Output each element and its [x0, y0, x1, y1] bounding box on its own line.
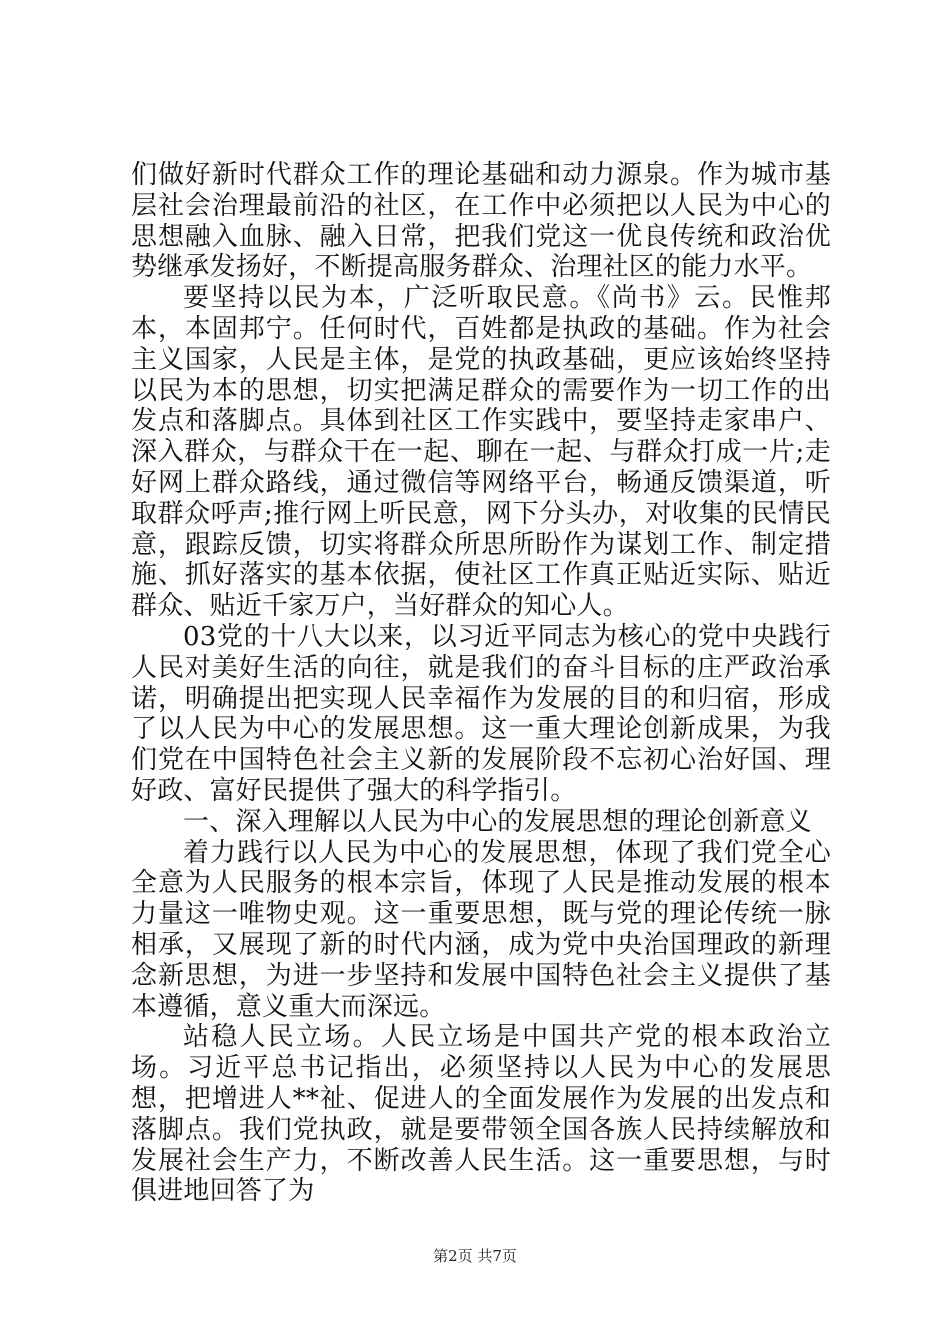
paragraph-practice: 着力践行以人民为中心的发展思想，体现了我们党全心全意为人民服务的根本宗旨，体现了人民是推动发展的根本力量这一唯物史观。这一重要思想，既与党的理论传统一脉相承，又展现了新的时代内涵，成为党中央治国理政的新理念新思想，为进一步坚持和发展中国特色社会主义提供了基本遵循，意义重大而深远。	[131, 837, 831, 1022]
page-footer: 第2页 共7页	[433, 1247, 517, 1265]
paragraph-people-stance: 站稳人民立场。人民立场是中国共产党的根本政治立场。习近平总书记指出，必须坚持以人民为中心的发展思想，把增进人**祉、促进人的全面发展作为发展的出发点和落脚点。我们党执政，就是要带领全国各族人民持续解放和发展社会生产力，不断改善人民生活。这一重要思想，与时俱进地回答了为	[131, 1022, 831, 1207]
paragraph-continuation: 们做好新时代群众工作的理论基础和动力源泉。作为城市基层社会治理最前沿的社区，在工作中必须把以人民为中心的思想融入血脉、融入日常，把我们党这一优良传统和政治优势继承发扬好，不断提高服务群众、治理社区的能力水平。	[131, 160, 831, 283]
section-heading-one: 一、深入理解以人民为中心的发展思想的理论创新意义	[183, 806, 812, 837]
document-body	[131, 160, 831, 1207]
paragraph-section-03: 03党的十八大以来，以习近平同志为核心的党中央践行人民对美好生活的向往，就是我们的奋斗目标的庄严政治承诺，明确提出把实现人民幸福作为发展的目的和归宿，形成了以人民为中心的发展思想。这一重大理论创新成果，为我们党在中国特色社会主义新的发展阶段不忘初心治好国、理好政、富好民提供了强大的科学指引。	[131, 621, 831, 806]
paragraph-people-oriented: 要坚持以民为本，广泛听取民意。《尚书》云。民惟邦本，本固邦宁。任何时代，百姓都是执政的基础。作为社会主义国家，人民是主体，是党的执政基础，更应该始终坚持以民为本的思想，切实把满足群众的需要作为一切工作的出发点和落脚点。具体到社区工作实践中，要坚持走家串户、深入群众，与群众干在一起、聊在一起、与群众打成一片;走好网上群众路线，通过微信等网络平台，畅通反馈渠道，听取群众呼声;推行网上听民意，网下分头办，对收集的民情民意，跟踪反馈，切实将群众所思所盼作为谋划工作、制定措施、抓好落实的基本依据，使社区工作真正贴近实际、贴近群众、贴近千家万户，当好群众的知心人。	[131, 283, 831, 622]
